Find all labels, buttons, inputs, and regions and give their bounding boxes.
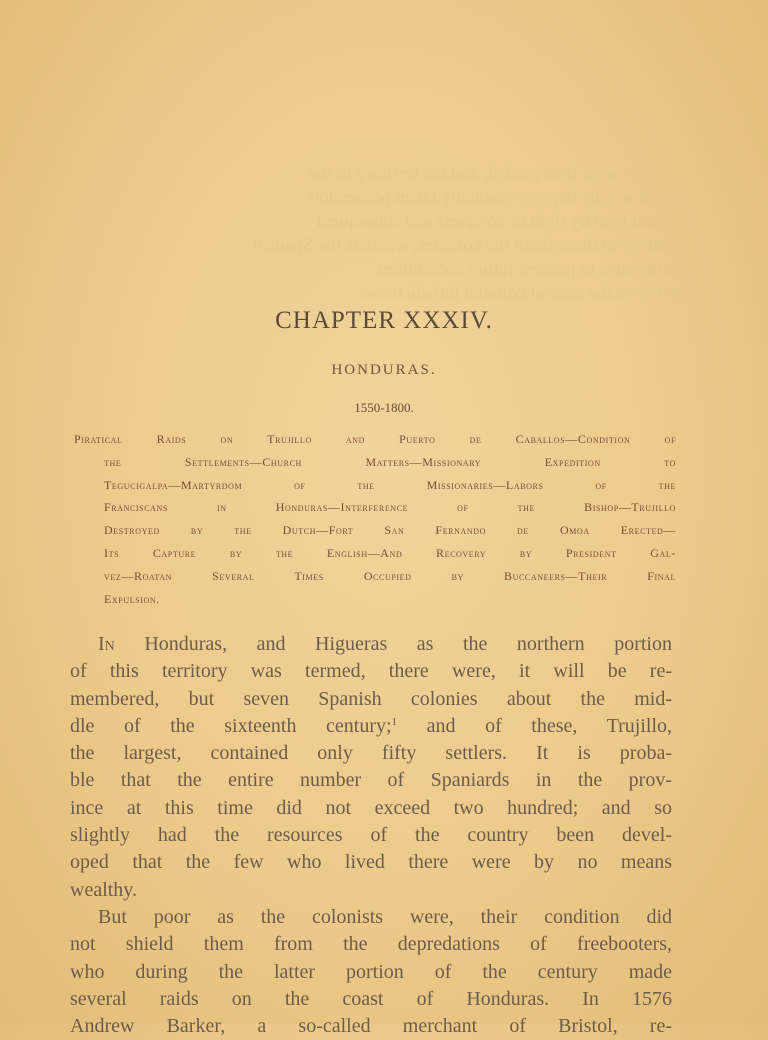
body-line: slightly had the resources of the country been devel- <box>70 824 672 847</box>
footnote-marker: 1 <box>391 715 398 728</box>
body-line: But poor as the colonists were, their condition did <box>98 905 672 928</box>
chapter-subject: HONDURAS. <box>331 362 437 378</box>
lead-word: In <box>98 633 115 655</box>
summary-line: vez—Roatan Several Times Occupied by Buccaneers—Their Final <box>104 568 676 583</box>
body-line: membered, but seven Spanish colonies about the mid- <box>70 687 672 710</box>
body-line: wealthy. <box>70 878 138 901</box>
chapter-summary <box>74 428 676 610</box>
body-line: who during the latter portion of the century made <box>70 960 672 983</box>
body-line: not shield them from the depredations of freebooters, <box>70 933 672 956</box>
body-line: In Honduras, and Higueras as the northern portion <box>98 633 672 655</box>
summary-line: Tegucigalpa—Martyrdom of the Missionaries—Labors of the <box>104 477 676 492</box>
body-line: several raids on the coast of Honduras. In 1576 <box>70 987 672 1010</box>
body-line: the largest, contained only fifty settlers. It is proba- <box>70 742 672 765</box>
chapter-date-range: 1550-1800. <box>354 400 414 415</box>
summary-line: Its Capture by the English—And Recovery by President Gal- <box>104 545 676 560</box>
chapter-title: CHAPTER XXXIV. <box>275 307 493 334</box>
body-line: ince at this time did not exceed two hundred; and so <box>70 796 672 819</box>
summary-line: the Settlements—Church Matters—Missionary Expedition to <box>104 454 676 469</box>
summary-line: Destroyed by the Dutch—Fort San Fernando de Omoa Erected— <box>104 523 676 538</box>
summary-line: Expulsion. <box>104 591 160 606</box>
body-line: Andrew Barker, a so-called merchant of Bristol, re- <box>70 1015 672 1038</box>
body-line: of this territory was termed, there were, it will be re- <box>70 660 672 683</box>
body-line: ble that the entire number of Spaniards in the prov- <box>70 769 672 792</box>
bleed-through-text: tractors were disregarded, and the territory to the south was by degrees gradually taken possession of and held by right of conquest and subsequent settlement throughout the colonies, whereas the Spanish authorities to prevent future contentions between the several colonial jurisdictions <box>253 163 680 304</box>
body-line: oped that the few who lived there were by no means <box>70 851 672 874</box>
body-text <box>70 631 672 1040</box>
summary-line: Piratical Raids on Trujillo and Puerto de Caballos—Condition of <box>74 432 676 446</box>
body-line: dle of the sixteenth century;$^1$ and of these, Trujillo, <box>70 714 672 737</box>
summary-line: Franciscans in Honduras—Interference of the Bishop—Trujillo <box>104 500 676 515</box>
